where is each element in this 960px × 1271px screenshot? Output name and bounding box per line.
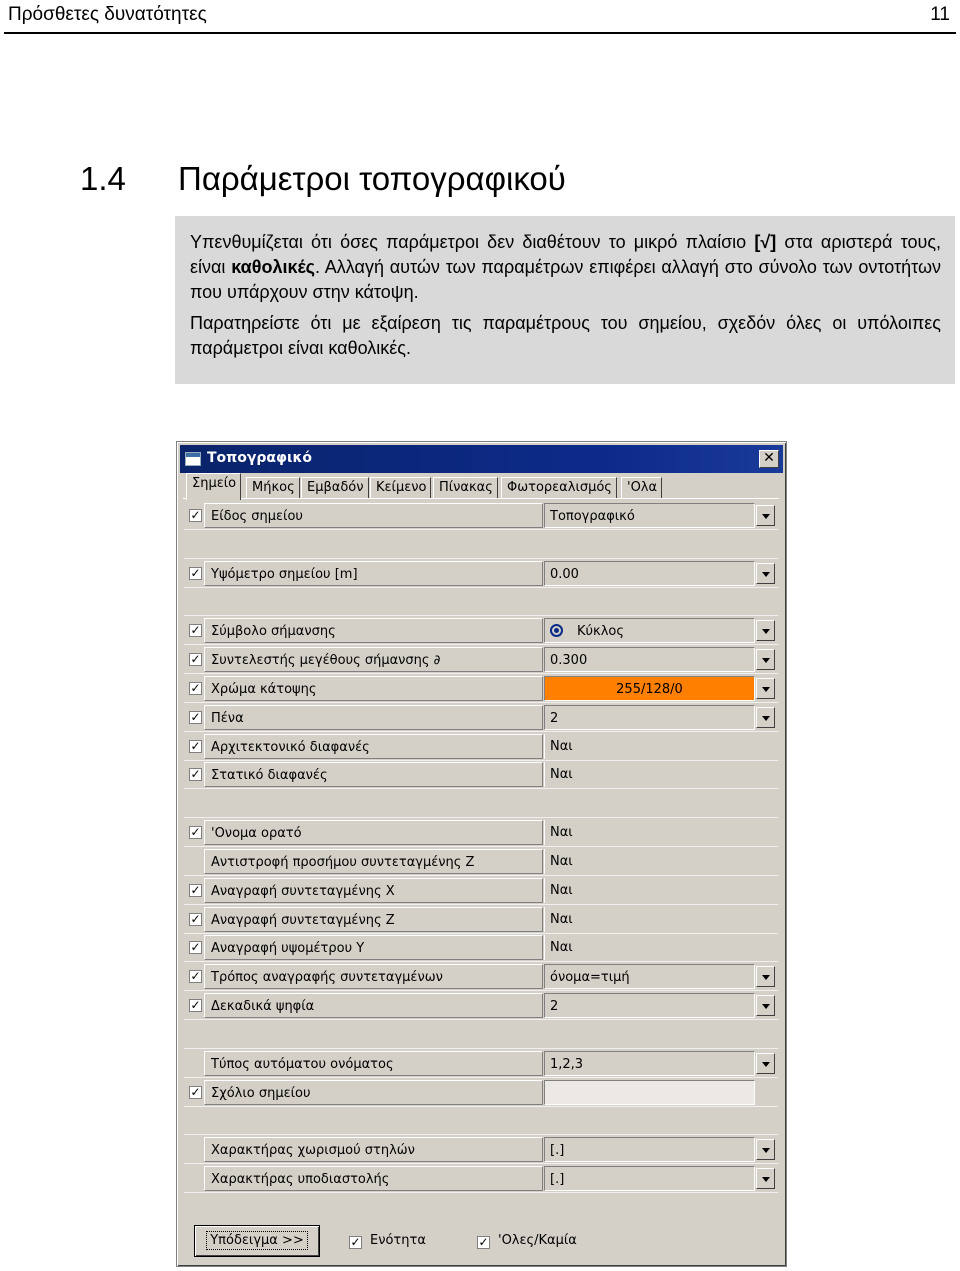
property-row xyxy=(184,617,778,645)
row-separator xyxy=(184,531,778,559)
property-value[interactable]: 0.00 xyxy=(544,561,755,586)
row-separator xyxy=(184,588,778,616)
property-value[interactable]: [.] xyxy=(544,1166,755,1191)
template-button[interactable] xyxy=(194,1225,320,1257)
property-row xyxy=(184,646,778,674)
property-label: Σχόλιο σημείου xyxy=(204,1080,543,1105)
property-row xyxy=(184,1165,778,1193)
property-label: Χαρακτήρας χωρισμού στηλών xyxy=(204,1137,543,1162)
row-separator xyxy=(184,1107,778,1135)
property-row xyxy=(184,934,778,962)
note-text: στα αριστερά τους, είναι xyxy=(190,232,942,277)
row-checkbox[interactable]: ✓ xyxy=(190,623,201,637)
property-label: Αναγραφή συντεταγμένης Ζ xyxy=(204,907,543,932)
row-checkbox[interactable]: ✓ xyxy=(190,710,201,724)
property-value-text: Κύκλος xyxy=(577,624,624,639)
tab-strip xyxy=(183,473,783,499)
row-checkbox[interactable]: ✓ xyxy=(190,508,201,522)
row-checkbox[interactable]: ✓ xyxy=(190,652,201,666)
note-text: . Αλλαγή αυτών των παραμέτρων επιφέρει αλλαγή στο σύνολο των οντοτήτων που υπάρχουν στην κάτοψη. xyxy=(190,257,941,302)
row-checkbox[interactable]: ✓ xyxy=(190,681,201,695)
tab-2[interactable]: Εμβαδόν xyxy=(301,477,369,499)
row-checkbox[interactable]: ✓ xyxy=(190,825,201,839)
property-row xyxy=(184,877,778,905)
property-value[interactable]: όνομα=τιμή xyxy=(544,964,755,989)
note-paragraph-2: Παρατηρείστε ότι με εξαίρεση τις παραμέτρους του σημείου, σχεδόν όλες οι υπόλοιπες παράμετροι είναι καθολικές. xyxy=(190,313,941,358)
property-label: Σύμβολο σήμανσης xyxy=(204,618,543,643)
dropdown-arrow-icon[interactable] xyxy=(756,620,775,641)
property-label: Πένα xyxy=(204,705,543,730)
row-checkbox[interactable]: ✓ xyxy=(190,940,201,954)
property-value[interactable]: 2 xyxy=(544,993,755,1018)
section-number: 1.4 xyxy=(80,160,126,197)
dropdown-arrow-icon[interactable] xyxy=(756,505,775,526)
property-value[interactable] xyxy=(544,618,755,643)
property-row xyxy=(184,733,778,761)
dialog-title: Τοπογραφικό xyxy=(207,450,313,466)
property-label: 'Ονομα ορατό xyxy=(204,820,543,845)
header-title: Πρόσθετες δυνατότητες xyxy=(8,4,207,25)
topography-dialog xyxy=(176,441,787,1267)
property-row xyxy=(184,502,778,530)
property-value[interactable]: 1,2,3 xyxy=(544,1051,755,1076)
dropdown-arrow-icon[interactable] xyxy=(756,649,775,670)
property-row xyxy=(184,906,778,934)
property-value[interactable]: Ναι xyxy=(544,849,755,874)
property-row xyxy=(184,1079,778,1107)
title-bar[interactable] xyxy=(180,445,783,473)
tab-0[interactable]: Σημείο xyxy=(186,473,241,500)
checkbox[interactable]: ✓ xyxy=(350,1235,361,1249)
dropdown-arrow-icon[interactable] xyxy=(756,707,775,728)
row-checkbox[interactable]: ✓ xyxy=(190,767,201,781)
unit-checkbox[interactable] xyxy=(349,1233,426,1249)
row-checkbox[interactable]: ✓ xyxy=(190,566,201,580)
property-label: Συντελεστής μεγέθους σήμανσης ∂ xyxy=(204,647,543,672)
template-button-label: Υπόδειγμα >> xyxy=(206,1231,308,1250)
tab-4[interactable]: Πίνακας xyxy=(433,477,498,499)
dropdown-arrow-icon[interactable] xyxy=(756,678,775,699)
property-label: Αναγραφή υψομέτρου Υ xyxy=(204,935,543,960)
target-circle-icon xyxy=(550,624,563,637)
property-row xyxy=(184,848,778,876)
property-value[interactable]: [.] xyxy=(544,1137,755,1162)
section-title xyxy=(80,160,566,198)
property-value[interactable]: 0.300 xyxy=(544,647,755,672)
unit-label: Ενότητα xyxy=(370,1233,426,1248)
property-row xyxy=(184,992,778,1020)
all-none-label: 'Ολες/Καμία xyxy=(498,1233,577,1248)
checkbox[interactable]: ✓ xyxy=(478,1235,489,1249)
note-text: Υπενθυμίζεται ότι όσες παράμετροι δεν διαθέτουν το μικρό πλαίσιο xyxy=(190,232,755,252)
property-label: Τρόπος αναγραφής συντεταγμένων xyxy=(204,964,543,989)
property-row xyxy=(184,675,778,703)
row-separator xyxy=(184,1021,778,1049)
tab-divider xyxy=(183,498,779,499)
tab-5[interactable]: Φωτορεαλισμός xyxy=(501,477,617,499)
row-checkbox[interactable]: ✓ xyxy=(190,912,201,926)
property-label: Χρώμα κάτοψης xyxy=(204,676,543,701)
page-number: 11 xyxy=(930,4,950,25)
row-checkbox[interactable]: ✓ xyxy=(190,998,201,1012)
row-checkbox[interactable]: ✓ xyxy=(190,883,201,897)
property-row xyxy=(184,819,778,847)
tab-1[interactable]: Μήκος xyxy=(246,477,300,499)
row-checkbox[interactable]: ✓ xyxy=(190,1085,201,1099)
property-row xyxy=(184,963,778,991)
window-icon xyxy=(185,452,201,466)
note-bold-text: καθολικές xyxy=(231,257,315,277)
property-value[interactable] xyxy=(544,1080,755,1105)
property-value[interactable]: 255/128/0 xyxy=(544,676,755,701)
dropdown-arrow-icon[interactable] xyxy=(756,1168,775,1189)
property-value[interactable]: Τοπογραφικό xyxy=(544,503,755,528)
note-paragraph-1 xyxy=(190,230,941,305)
property-label: Δεκαδικά ψηφία xyxy=(204,993,543,1018)
dropdown-arrow-icon[interactable] xyxy=(756,1139,775,1160)
property-row xyxy=(184,1050,778,1078)
property-row xyxy=(184,704,778,732)
property-value[interactable]: Ναι xyxy=(544,762,755,787)
property-row xyxy=(184,1136,778,1164)
property-label: Αρχιτεκτονικό διαφανές xyxy=(204,734,543,759)
dropdown-arrow-icon[interactable] xyxy=(756,563,775,584)
row-separator xyxy=(184,790,778,818)
close-button[interactable]: ✕ xyxy=(759,450,779,468)
property-value[interactable]: 2 xyxy=(544,705,755,730)
section-title-text: Παράμετροι τοπογραφικού xyxy=(178,160,566,197)
property-label: Τύπος αυτόματου ονόματος xyxy=(204,1051,543,1076)
property-row xyxy=(184,761,778,789)
property-value[interactable]: Ναι xyxy=(544,907,755,932)
property-label: Αναγραφή συντεταγμένης Χ xyxy=(204,878,543,903)
page-header xyxy=(4,2,956,34)
property-value[interactable]: Ναι xyxy=(544,734,755,759)
properties-panel xyxy=(184,502,778,1210)
dropdown-arrow-icon[interactable] xyxy=(756,966,775,987)
property-label: Χαρακτήρας υποδιαστολής xyxy=(204,1166,543,1191)
property-value[interactable]: Ναι xyxy=(544,878,755,903)
tab-3[interactable]: Κείμενο xyxy=(370,477,431,499)
dropdown-arrow-icon[interactable] xyxy=(756,1053,775,1074)
property-label: Είδος σημείου xyxy=(204,503,543,528)
checkmark-box-text: [√] xyxy=(754,232,777,252)
property-row xyxy=(184,560,778,588)
all-none-checkbox[interactable] xyxy=(477,1233,577,1249)
property-label: Υψόμετρο σημείου [m] xyxy=(204,561,543,586)
row-checkbox[interactable]: ✓ xyxy=(190,969,201,983)
property-value[interactable]: Ναι xyxy=(544,935,755,960)
dropdown-arrow-icon[interactable] xyxy=(756,995,775,1016)
row-checkbox[interactable]: ✓ xyxy=(190,739,201,753)
property-value[interactable]: Ναι xyxy=(544,820,755,845)
property-label: Αντιστροφή προσήμου συντεταγμένης Ζ xyxy=(204,849,543,874)
tab-6[interactable]: 'Ολα xyxy=(621,477,662,499)
property-label: Στατικό διαφανές xyxy=(204,762,543,787)
note-box xyxy=(175,216,955,384)
